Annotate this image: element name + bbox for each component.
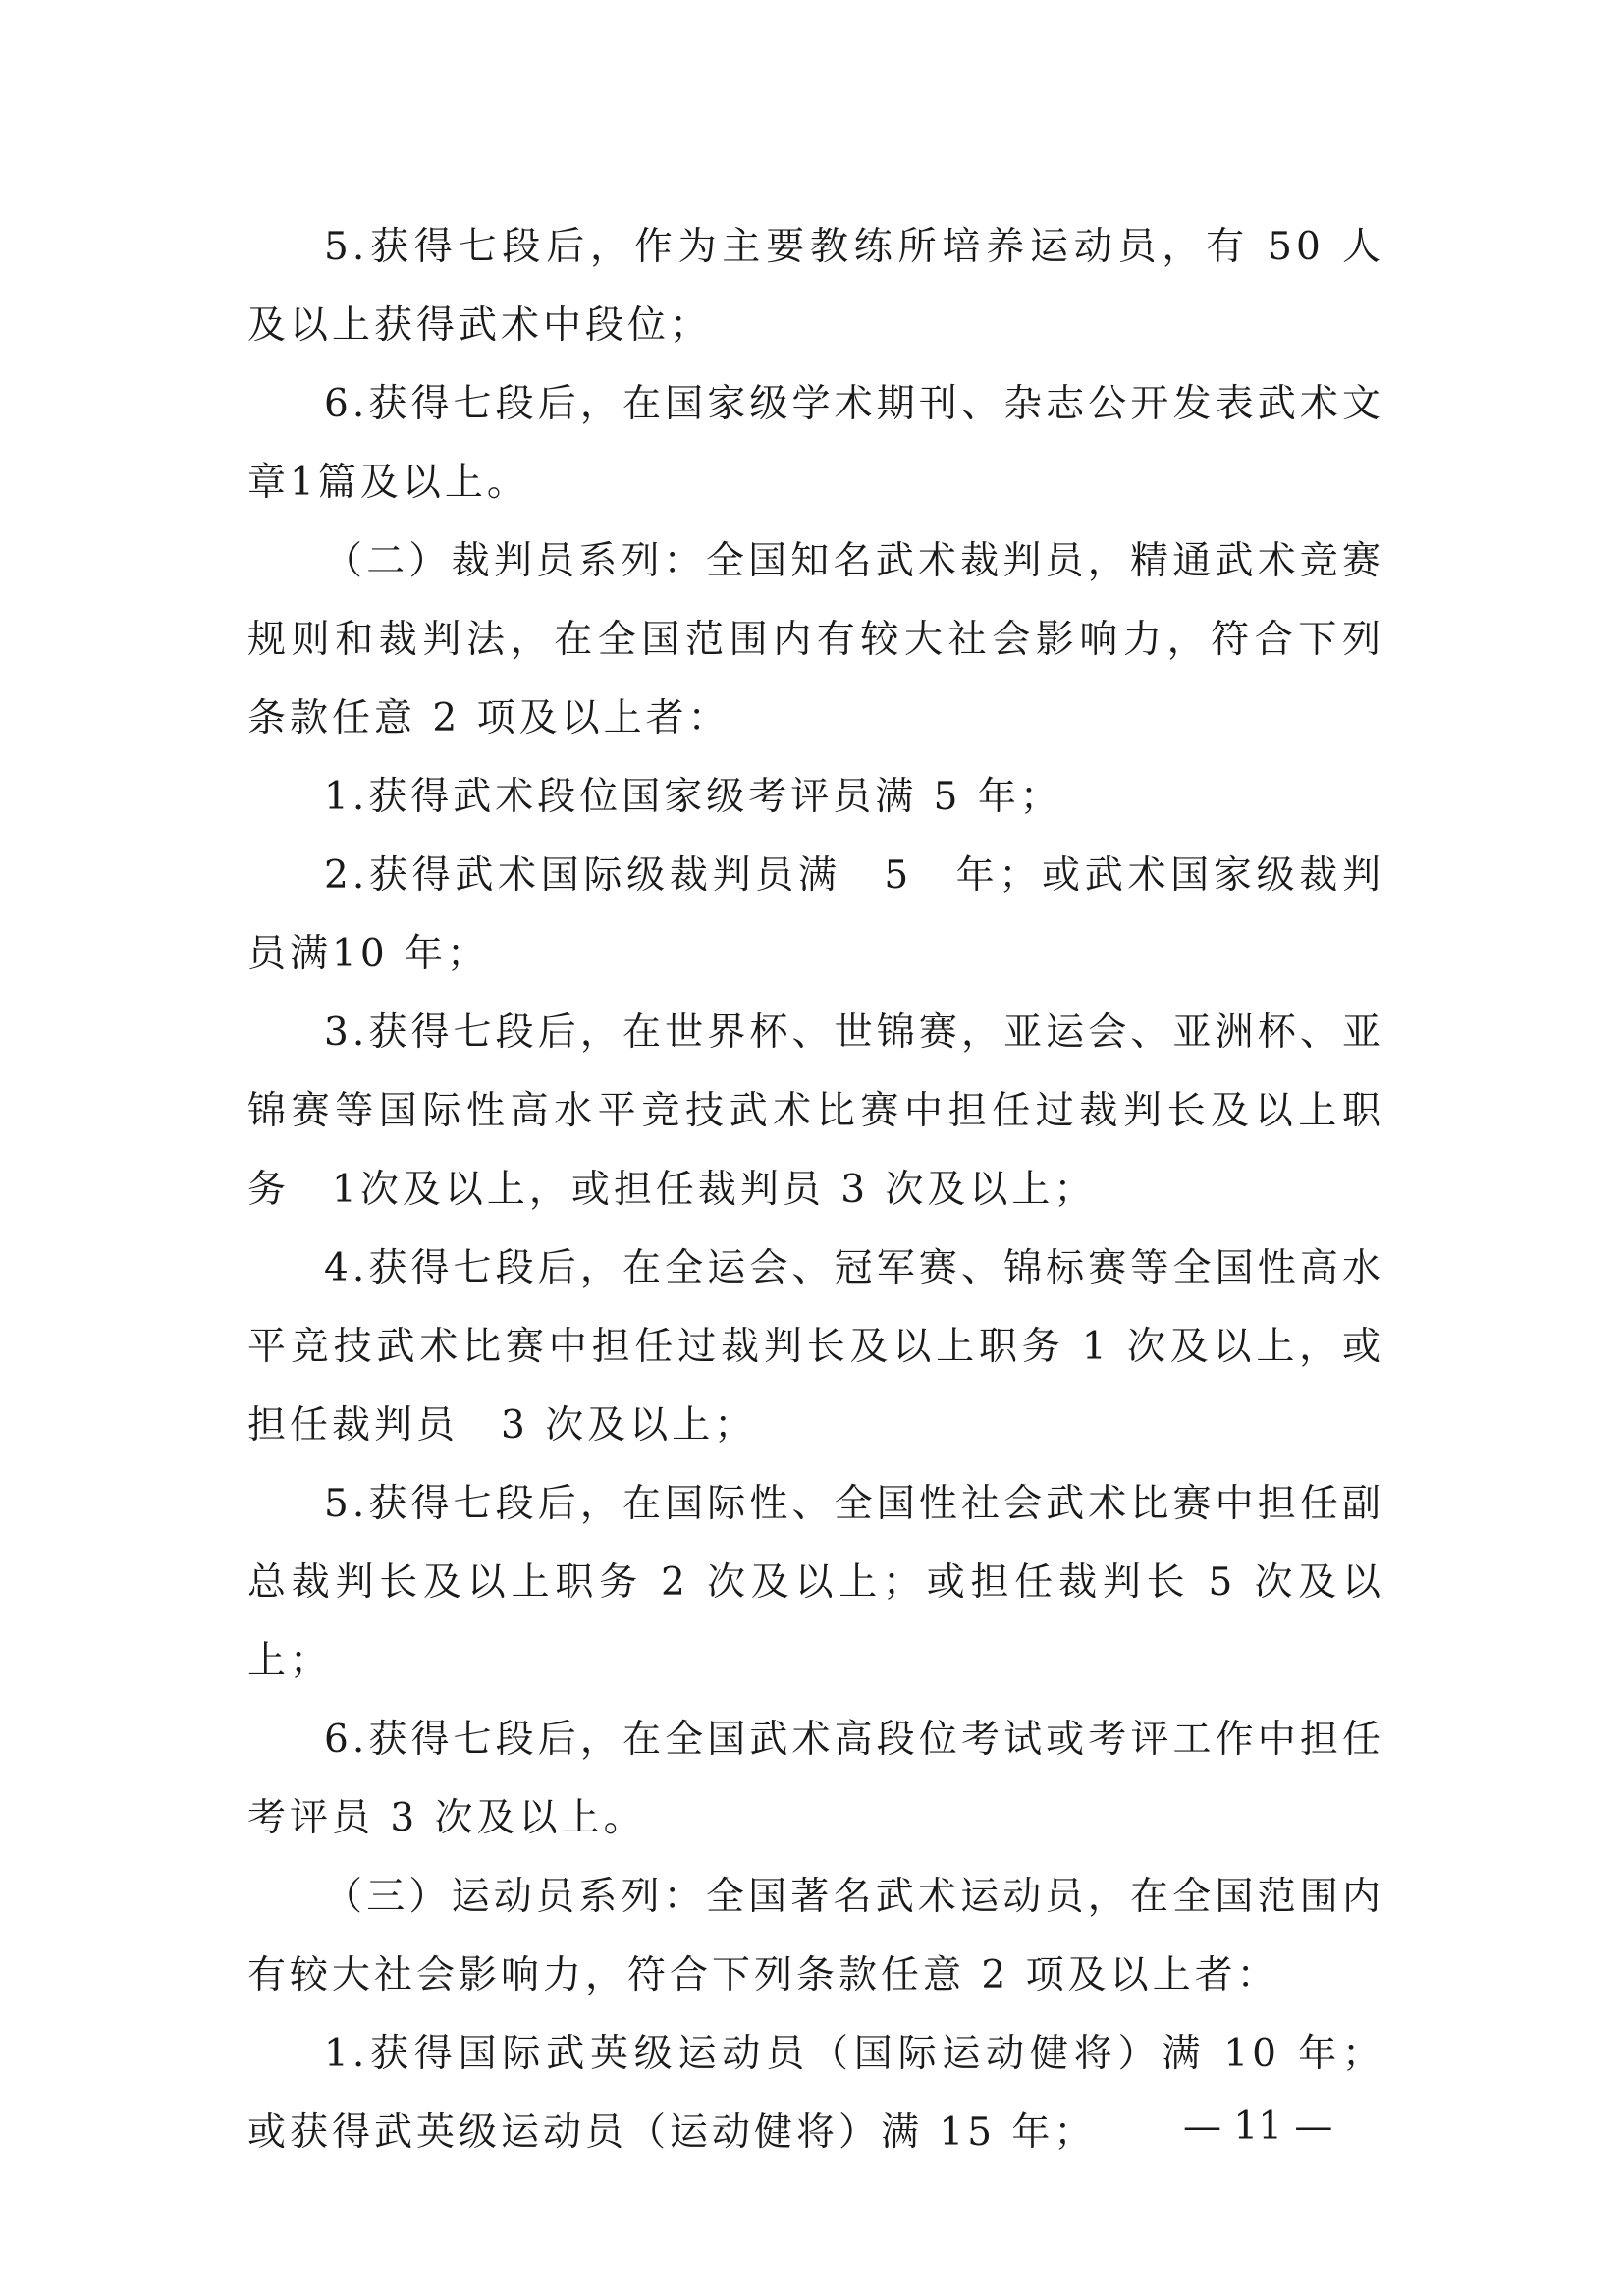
- paragraph-coach-item-5: 5.获得七段后，作为主要教练所培养运动员，有 50 人及以上获得武术中段位；: [247, 225, 1384, 348]
- paragraph-coach-item-6: 6.获得七段后，在国家级学术期刊、杂志公开发表武术文章1篇及以上。: [247, 382, 1384, 505]
- paragraph-athlete-item-1: 1.获得国际武英级运动员（国际运动健将）满 10 年；或获得武英级运动员（运动健将）满 15 年；: [247, 2032, 1384, 2155]
- paragraph-referee-item-3: 3.获得七段后，在世界杯、世锦赛，亚运会、亚洲杯、亚锦赛等国际性高水平竞技武术比赛中担任过裁判长及以上职务 1次及以上，或担任裁判员 3 次及以上；: [247, 1011, 1384, 1212]
- paragraph-referee-item-4: 4.获得七段后，在全运会、冠军赛、锦标赛等全国性高水平竞技武术比赛中担任过裁判长及以上职务 1 次及以上，或担任裁判员 3 次及以上；: [247, 1246, 1384, 1448]
- paragraph-referee-item-6: 6.获得七段后，在全国武术高段位考试或考评工作中担任考评员 3 次及以上。: [247, 1718, 1384, 1840]
- paragraph-referee-item-5: 5.获得七段后，在国际性、全国性社会武术比赛中担任副总裁判长及以上职务 2 次及以上；或担任裁判长 5 次及以上；: [247, 1482, 1384, 1683]
- body-text: [247, 208, 1384, 2172]
- paragraph-referee-item-2: 2.获得武术国际级裁判员满 5 年；或武术国家级裁判员满10 年；: [247, 853, 1384, 976]
- paragraph-athlete-series-heading: （三）运动员系列：全国著名武术运动员，在全国范围内有较大社会影响力，符合下列条款任意 2 项及以上者：: [247, 1875, 1384, 1997]
- page-number: — 11 —: [1183, 2105, 1333, 2149]
- paragraph-referee-series-heading: （二）裁判员系列：全国知名武术裁判员，精通武术竞赛规则和裁判法，在全国范围内有较大社会影响力，符合下列条款任意 2 项及以上者：: [247, 539, 1384, 740]
- paragraph-referee-item-1: 1.获得武术段位国家级考评员满 5 年；: [324, 775, 1062, 819]
